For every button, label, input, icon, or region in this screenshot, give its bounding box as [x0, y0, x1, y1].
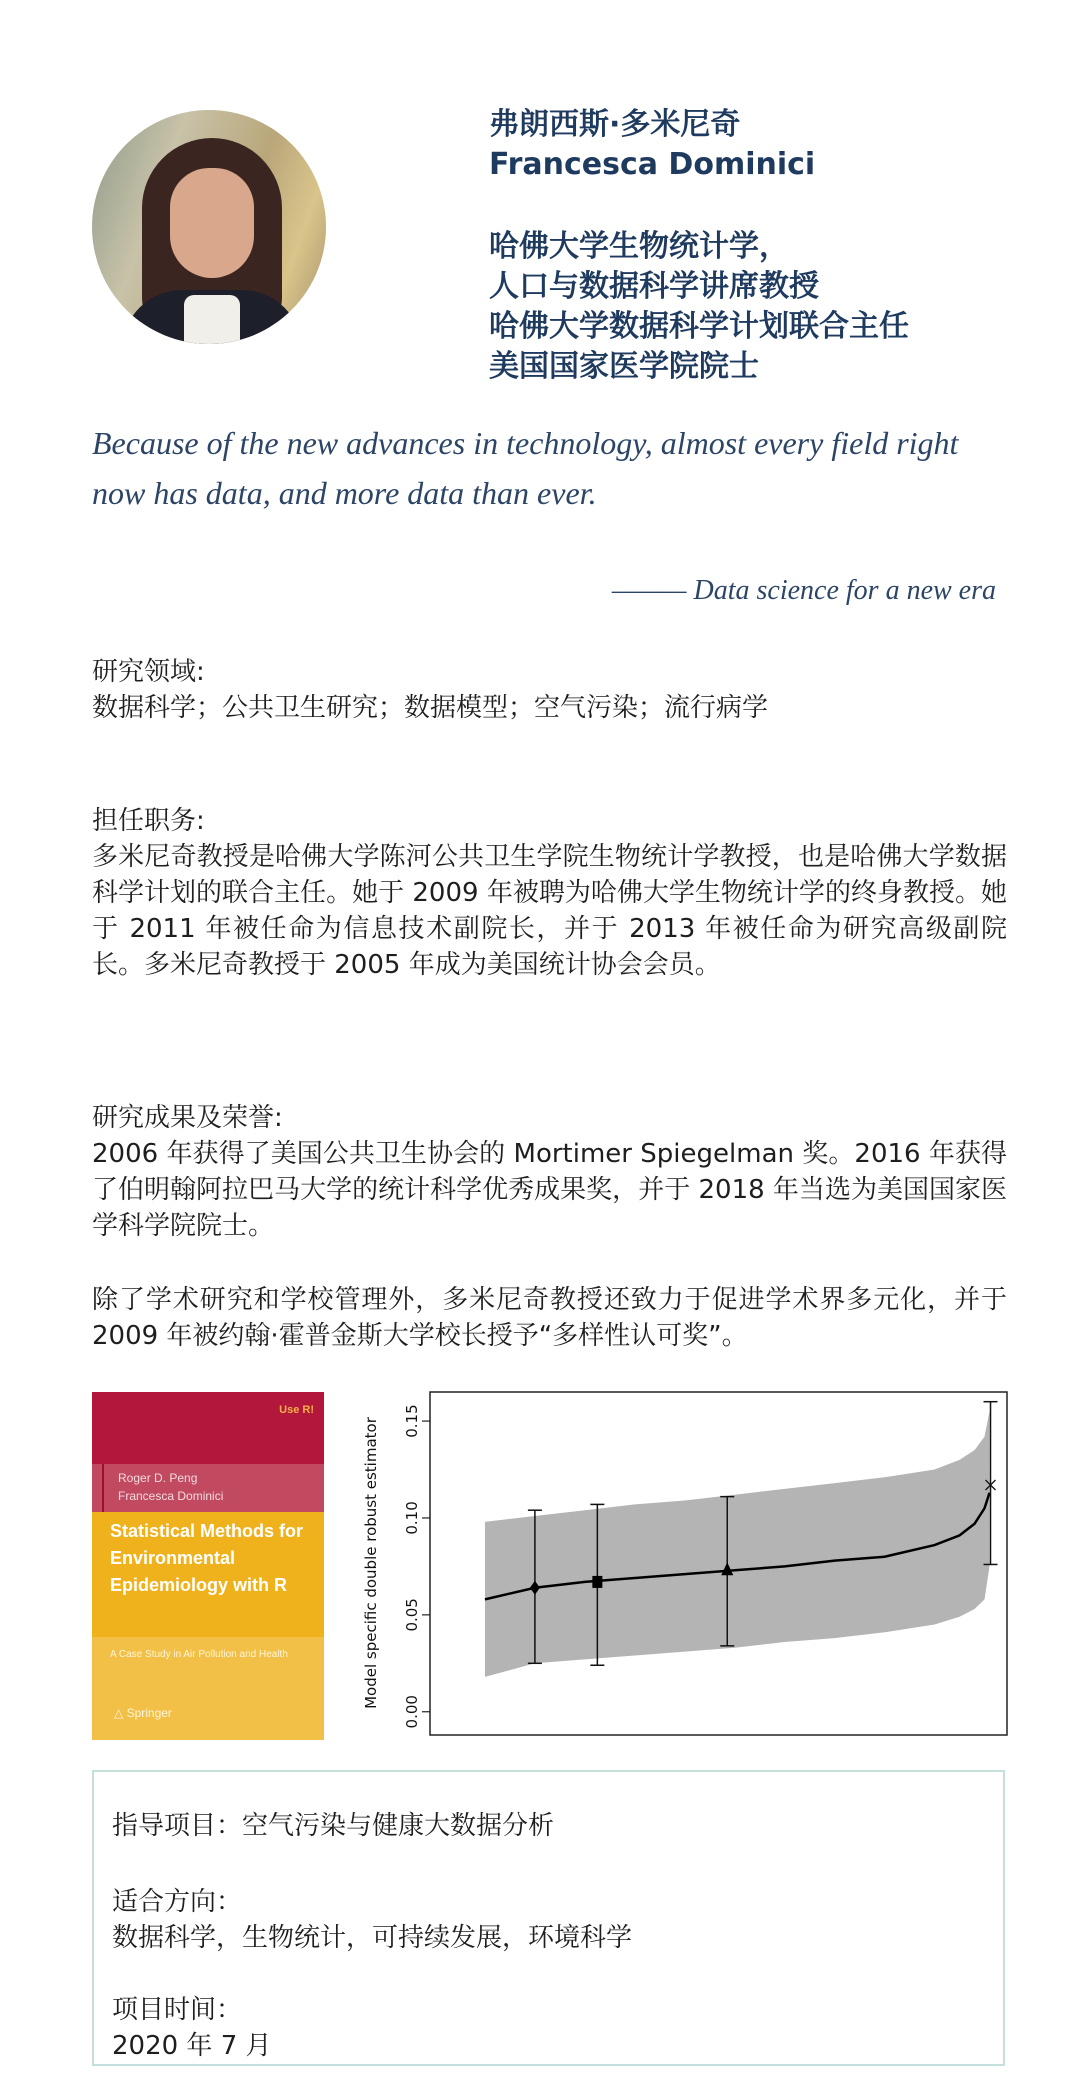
positions-text: 多米尼奇教授是哈佛大学陈河公共卫生学院生物统计学教授，也是哈佛大学数据科学计划的联合主任。她于 2009 年被聘为哈佛大学生物统计学的终身教授。她于 2011 年被任命为信息技术副院长，并于 2013 年被任命为研究高级副院长。多米尼奇教授于 2005 年成为美国统计协会会员。 [92, 842, 1007, 980]
title-line-4: 美国国家医学院院士 [489, 349, 759, 384]
book-author: Francesca Dominici [118, 1489, 224, 1503]
time-text: 2020 年 7 月 [112, 2031, 272, 2061]
quote-text: Because of the new advances in technology, almost every field right now has data, and more data than ever. [92, 425, 959, 511]
honors-text-2: 除了学术研究和学校管理外，多米尼奇教授还致力于促进学术界多元化，并于 2009 年被约翰·霍普金斯大学校长授予“多样性认可奖”。 [92, 1285, 1007, 1351]
direction-text: 数据科学，生物统计，可持续发展，环境科学 [112, 1923, 633, 1953]
honors-label: 研究成果及荣誉: [92, 1103, 283, 1133]
y-axis-label: Model specific double robust estimator [362, 1417, 380, 1709]
project-box [92, 1770, 1005, 2066]
research-fields-text: 数据科学；公共卫生研究；数据模型；空气污染；流行病学 [92, 693, 769, 723]
title-line-2: 人口与数据科学讲席教授 [489, 269, 819, 304]
confidence-band [485, 1411, 990, 1676]
point-marker [592, 1576, 602, 1588]
book-author: Roger D. Peng [118, 1471, 198, 1485]
research-fields-label: 研究领域: [92, 657, 205, 687]
book-subtitle: A Case Study in Air Pollution and Health [110, 1649, 288, 1660]
profile-photo [92, 110, 326, 344]
book-cover [92, 1392, 324, 1740]
photo-shirt [184, 295, 240, 344]
cover-rule [102, 1464, 104, 1512]
y-tick-label: 0.10 [403, 1501, 421, 1535]
photo-face [170, 168, 254, 278]
direction-label: 适合方向： [112, 1887, 243, 1917]
quote-attribution: ——— Data science for a new era [611, 575, 996, 606]
y-tick-label: 0.00 [403, 1695, 421, 1729]
honors-text: 2006 年获得了美国公共卫生协会的 Mortimer Spiegelman 奖。2016 年获得了伯明翰阿拉巴马大学的统计科学优秀成果奖，并于 2018 年当选为美国国家医学科学院院士。 [92, 1139, 1007, 1241]
y-tick-label: 0.15 [403, 1404, 421, 1438]
title-line-1: 哈佛大学生物统计学， [489, 229, 789, 264]
positions-label: 担任职务: [92, 806, 205, 836]
estimator-chart [360, 1385, 1020, 1745]
name-cn: 弗朗西斯·多米尼奇 [489, 107, 741, 142]
y-tick-label: 0.05 [403, 1598, 421, 1632]
time-label: 项目时间： [112, 1995, 243, 2025]
plot-area [403, 1392, 1007, 1735]
cover-red-band [92, 1392, 324, 1464]
book-title: Statistical Methods for Environmental Epidemiology with R [110, 1521, 304, 1595]
book-publisher: △ Springer [114, 1706, 172, 1720]
publisher-name: Springer [126, 1706, 172, 1720]
project-title: 指导项目：空气污染与健康大数据分析 [112, 1811, 555, 1841]
name-en: Francesca Dominici [489, 147, 816, 182]
title-line-3: 哈佛大学数据科学计划联合主任 [489, 309, 909, 344]
book-series: Use R! [279, 1404, 314, 1416]
